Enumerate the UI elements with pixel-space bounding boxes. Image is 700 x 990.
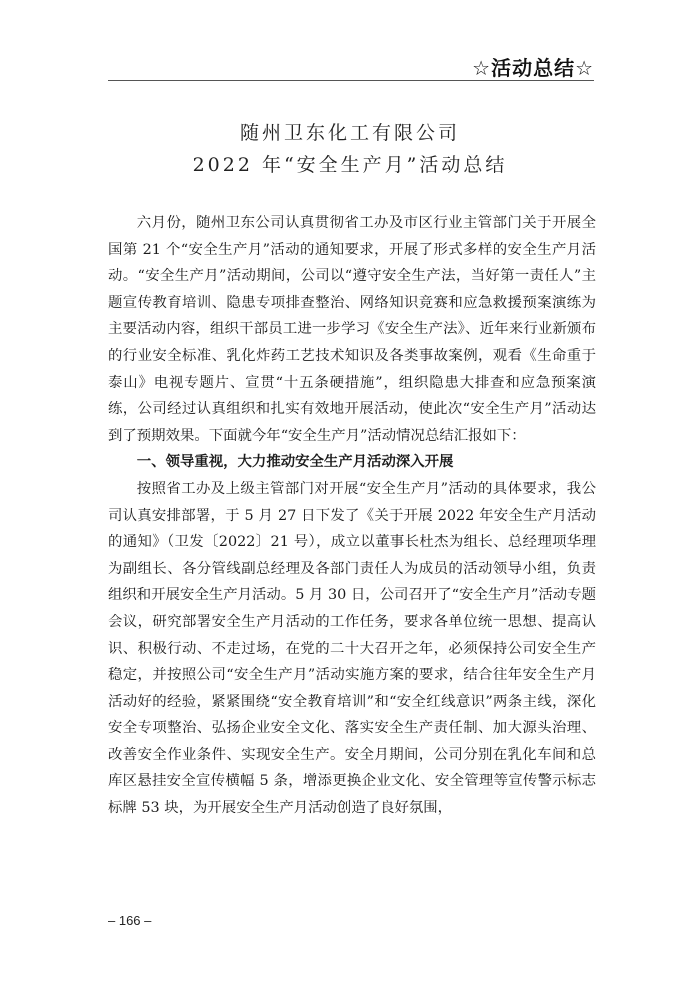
document-title-summary: 2022 年“安全生产月”活动总结 xyxy=(192,154,508,176)
intro-paragraph: 六月份，随州卫东公司认真贯彻省工办及市区行业主管部门关于开展全国第 21 个“安全生产月”活动的通知要求，开展了形式多样的安全生产月活动。“安全生产月”活动期间，公司以“遵守安全生产法，当好第一责任人”主题宣传教育培训、隐患专项排查整治、网络知识竞赛和应急救援预案演练为主要活动内容，组织干部员工进一步学习《安全生产法》、近年来行业新颁布的行业安全标准、乳化炸药工艺技术知识及各类事故案例，观看《生命重于泰山》电视专题片、宣贯“十五条硬措施”，组织隐患大排查和应急预案演练，公司经过认真组织和扎实有效地开展活动，使此次“安全生产月”活动达到了预期效果。下面就今年“安全生产月”活动情况总结汇报如下： xyxy=(108,215,596,444)
page-number: – 166 – xyxy=(108,913,152,928)
document-title-company: 随州卫东化工有限公司 xyxy=(239,122,460,144)
document-body xyxy=(108,210,596,822)
section-1-paragraph: 按照省工办及上级主管部门对开展“安全生产月”活动的具体要求，我公司认真安排部署，于 5 月 27 日下发了《关于开展 2022 年安全生产月活动的通知》（卫发〔2022〕21 号），成立以董事长杜杰为组长、总经理项华理为副组长、各分管线副总经理及各部门责任人为成员的活动领导小组，负责组织和开展安全生产月活动。5 月 30 日，公司召开了“安全生产月”活动专题会议，研究部署安全生产月活动的工作任务，要求各单位统一思想、提高认识、积极行动、不走过场，在党的二十大召开之年，必须保持公司安全生产稳定，并按照公司“安全生产月”活动实施方案的要求，结合往年安全生产月活动好的经验，紧紧围绕“安全教育培训”和“安全红线意识”两条主线，深化安全专项整治、弘扬企业安全文化、落实安全生产责任制、加大源头治理、改善安全作业条件、实现安全生产。安全月期间，公司分别在乳化车间和总库区悬挂安全宣传横幅 5 条，增添更换企业文化、安全管理等宣传警示标志标牌 53 块，为开展安全生产月活动创造了良好氛围， xyxy=(108,480,596,817)
section-1-heading: 一、领导重视，大力推动安全生产月活动深入开展 xyxy=(136,454,454,471)
section-header-title: ☆活动总结☆ xyxy=(472,56,594,80)
header-divider xyxy=(108,80,594,81)
